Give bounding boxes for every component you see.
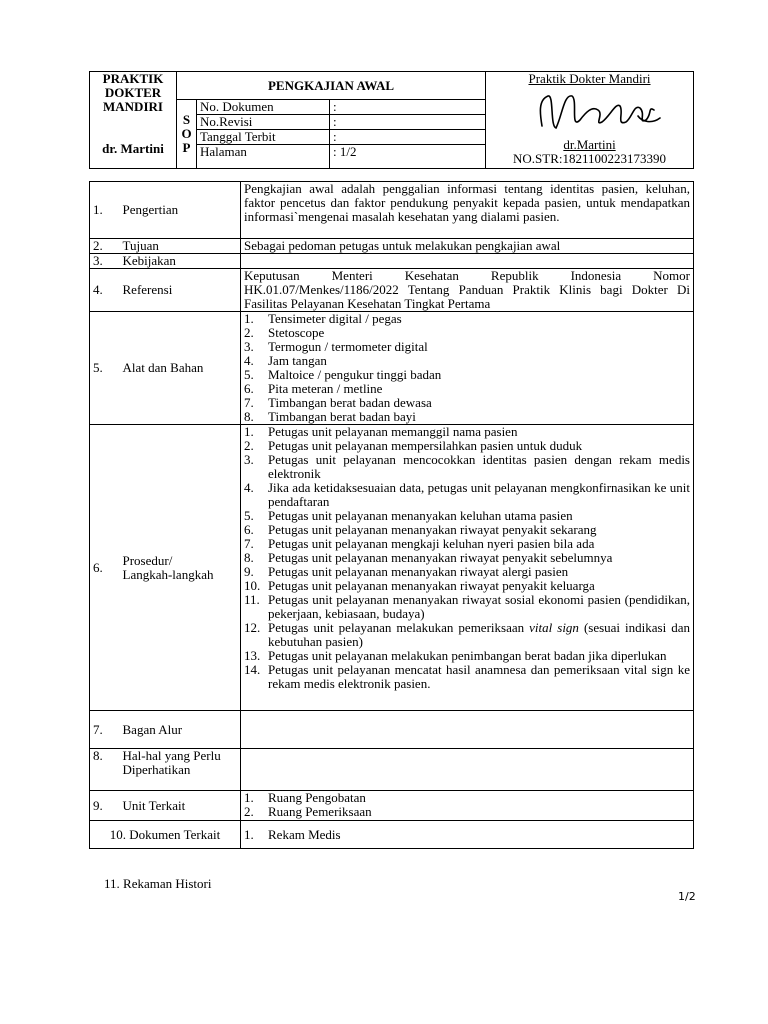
list-item <box>244 537 690 551</box>
prosedur-list <box>244 425 690 621</box>
kebijakan-text <box>241 254 694 269</box>
org-name-1: PRAKTIK <box>102 71 164 86</box>
item-number: 7. <box>244 536 254 551</box>
referensi-text: Keputusan Menteri Kesehatan Republik Indonesia Nomor HK.01.07/Menkes/1186/2022 Tentang Panduan Praktik Klinis bagi Dokter Di Fasilitas Pelayanan Kesehatan Tingkat Pertama <box>241 269 694 312</box>
item-number: 5. <box>244 367 254 382</box>
item-text: Petugas unit pelayanan menanyakan riwayat penyakit sekarang <box>268 522 597 537</box>
item-number: 1. <box>244 424 254 439</box>
list-item <box>244 425 690 439</box>
item-text: Ruang Pengobatan <box>268 790 366 805</box>
item-text: Rekam Medis <box>268 826 341 842</box>
row-num: 1. <box>90 182 120 239</box>
item-number: 4. <box>244 353 254 368</box>
row-label: Tujuan <box>120 239 241 254</box>
list-item <box>244 312 690 326</box>
item-text: Timbangan berat badan dewasa <box>268 395 432 410</box>
pengertian-text: Pengkajian awal adalah penggalian informasi tentang identitas pasien, keluhan, faktor pencetus dan faktor pendukung penyakit kepada pasien, untuk mendapatkan informasi`mengenai masalah kesehatan yang dialami pasien. <box>241 182 694 239</box>
row-label: 10. Dokumen Terkait <box>90 821 241 849</box>
dokumen-list-cell <box>241 821 694 849</box>
item-number: 3. <box>244 339 254 354</box>
list-item <box>244 382 690 396</box>
list-item <box>244 828 690 842</box>
doc-title: PENGKAJIAN AWAL <box>177 72 486 100</box>
alat-list <box>244 312 690 424</box>
row-label: Unit Terkait <box>120 791 241 821</box>
alat-list-cell <box>241 312 694 425</box>
item-number: 6. <box>244 381 254 396</box>
sop-p: P <box>182 140 191 155</box>
field-value: : <box>330 130 486 145</box>
row-num: 9. <box>90 791 120 821</box>
row-label: Kebijakan <box>120 254 241 269</box>
item-number: 2. <box>244 438 254 453</box>
item-number: 6. <box>244 522 254 537</box>
row-label: Pengertian <box>120 182 241 239</box>
list-item: 13. Petugas unit pelayanan melakukan penimbangan berat badan jika diperlukan <box>244 649 690 663</box>
item-text: Stetoscope <box>268 325 325 340</box>
row-label: Bagan Alur <box>120 711 241 749</box>
list-item <box>244 791 690 805</box>
list-item <box>244 453 690 481</box>
item-number: 4. <box>244 480 254 495</box>
hal-cell <box>241 749 694 791</box>
item-text: Petugas unit pelayanan memanggil nama pasien <box>268 424 518 439</box>
item-text: Petugas unit pelayanan mengkaji keluhan nyeri pasien bila ada <box>268 536 595 551</box>
page-number: 1/2 <box>678 890 696 903</box>
item-text: Maltoice / pengukur tinggi badan <box>268 367 442 382</box>
item-text: Petugas unit pelayanan mencatat hasil anamnesa dan pemeriksaan vital sign ke rekam medis elektronik pasien. <box>268 662 690 691</box>
item-number: 5. <box>244 508 254 523</box>
dokumen-list <box>244 828 690 842</box>
sop-label <box>177 100 197 169</box>
list-item <box>244 565 690 579</box>
item-text: (sesuai indikasi dan kebutuhan pasien) <box>268 620 690 649</box>
prosedur-list-cell <box>241 425 694 711</box>
item-text-italic: vital sign <box>529 620 579 635</box>
signer-name: dr.Martini <box>563 137 616 152</box>
org-name-3: MANDIRI <box>103 99 163 114</box>
list-item: 14. Petugas unit pelayanan mencatat hasil anamnesa dan pemeriksaan vital sign ke rekam medis elektronik pasien. <box>244 662 690 691</box>
sop-o: O <box>181 126 192 141</box>
org-doctor: dr. Martini <box>102 141 164 156</box>
list-item <box>244 326 690 340</box>
item-text: Petugas unit pelayanan mencocokkan identitas pasien dengan rekam medis elektronik <box>268 452 690 481</box>
field-label: Halaman <box>197 145 330 169</box>
item-number: 7. <box>244 395 254 410</box>
bagan-cell <box>241 711 694 749</box>
prosedur-list-tail <box>244 621 690 691</box>
row-num: 2. <box>90 239 120 254</box>
org-name-2: DOKTER <box>104 85 162 100</box>
prosedur-label-2: Langkah-langkah <box>122 566 214 582</box>
field-label: No. Dokumen <box>197 100 330 115</box>
list-item <box>244 368 690 382</box>
field-label: Tanggal Terbit <box>197 130 330 145</box>
list-item <box>244 593 690 621</box>
item-text: Jam tangan <box>268 353 327 368</box>
row-num: 7. <box>90 711 120 749</box>
list-item <box>244 439 690 453</box>
item-number: 1. <box>244 311 254 326</box>
unit-list <box>244 791 690 819</box>
str-number: NO.STR:1821100223173390 <box>513 151 667 166</box>
list-item <box>244 579 690 593</box>
list-item <box>244 396 690 410</box>
list-item <box>244 551 690 565</box>
rekaman-histori-heading: 11. Rekaman Histori <box>104 876 212 891</box>
item-number: 2. <box>244 804 254 819</box>
item-text: Tensimeter digital / pegas <box>268 311 402 326</box>
list-item <box>244 410 690 424</box>
sop-s: S <box>182 112 191 127</box>
row-num: 5. <box>90 312 120 425</box>
item-text: Petugas unit pelayanan menanyakan riwayat alergi pasien <box>268 564 569 579</box>
org-cell <box>90 72 177 169</box>
item-text: Petugas unit pelayanan menanyakan keluhan utama pasien <box>268 508 573 523</box>
list-item <box>244 481 690 509</box>
field-value: : <box>330 115 486 130</box>
list-item <box>244 354 690 368</box>
row-num: 3. <box>90 254 120 269</box>
row-label: Hal-hal yang Perlu Diperhatikan <box>120 749 241 791</box>
row-label <box>120 425 241 711</box>
item-text: Petugas unit pelayanan menanyakan riwayat penyakit keluarga <box>268 578 595 593</box>
field-value: : <box>330 100 486 115</box>
field-value: : 1/2 <box>330 145 486 169</box>
approval-title: Praktik Dokter Mandiri <box>528 71 651 86</box>
list-item <box>244 523 690 537</box>
item-text: Petugas unit pelayanan mempersilahkan pasien untuk duduk <box>268 438 583 453</box>
list-item <box>244 340 690 354</box>
item-text: Petugas unit pelayanan menanyakan riwayat sosial ekonomi pasien (pendidikan, pekerjaan, kebiasaan, budaya) <box>268 592 690 621</box>
item-text: Petugas unit pelayanan menanyakan riwayat penyakit sebelumnya <box>268 550 613 565</box>
item-number: 3. <box>244 452 254 467</box>
item-number: 2. <box>244 325 254 340</box>
item-text: Petugas unit pelayanan melakukan pemeriksaan <box>268 620 530 635</box>
list-item: 12. Petugas unit pelayanan melakukan pemeriksaan vital sign (sesuai indikasi dan kebutuhan pasien) <box>244 620 690 649</box>
item-text: Pita meteran / metline <box>268 381 383 396</box>
unit-list-cell <box>241 791 694 821</box>
item-text: Jika ada ketidaksesuaian data, petugas unit pelayanan mengkonfirnasikan ke unit pendaftaran <box>268 480 690 509</box>
item-number: 8. <box>244 409 254 424</box>
item-number: 1. <box>244 790 254 805</box>
list-item <box>244 509 690 523</box>
row-num: 6. <box>90 425 120 711</box>
row-label: Referensi <box>120 269 241 312</box>
row-label: Alat dan Bahan <box>120 312 241 425</box>
field-label: No.Revisi <box>197 115 330 130</box>
item-text: Timbangan berat badan bayi <box>268 409 416 424</box>
item-text: Petugas unit pelayanan melakukan penimbangan berat badan jika diperlukan <box>268 648 667 663</box>
item-number: 1. <box>244 826 254 842</box>
tujuan-text: Sebagai pedoman petugas untuk melakukan pengkajian awal <box>241 239 694 254</box>
row-num: 4. <box>90 269 120 312</box>
signature-image <box>520 86 680 138</box>
sop-body-table <box>89 181 694 849</box>
item-text: Termogun / termometer digital <box>268 339 428 354</box>
item-number: 10. <box>244 578 261 593</box>
item-number: 9. <box>244 564 254 579</box>
item-number: 8. <box>244 550 254 565</box>
item-number: 11. <box>244 592 260 607</box>
prosedur-label-1: Prosedur/ <box>122 552 173 568</box>
list-item <box>244 805 690 819</box>
item-text: Ruang Pemeriksaan <box>268 804 372 819</box>
row-num: 8. <box>90 749 120 791</box>
